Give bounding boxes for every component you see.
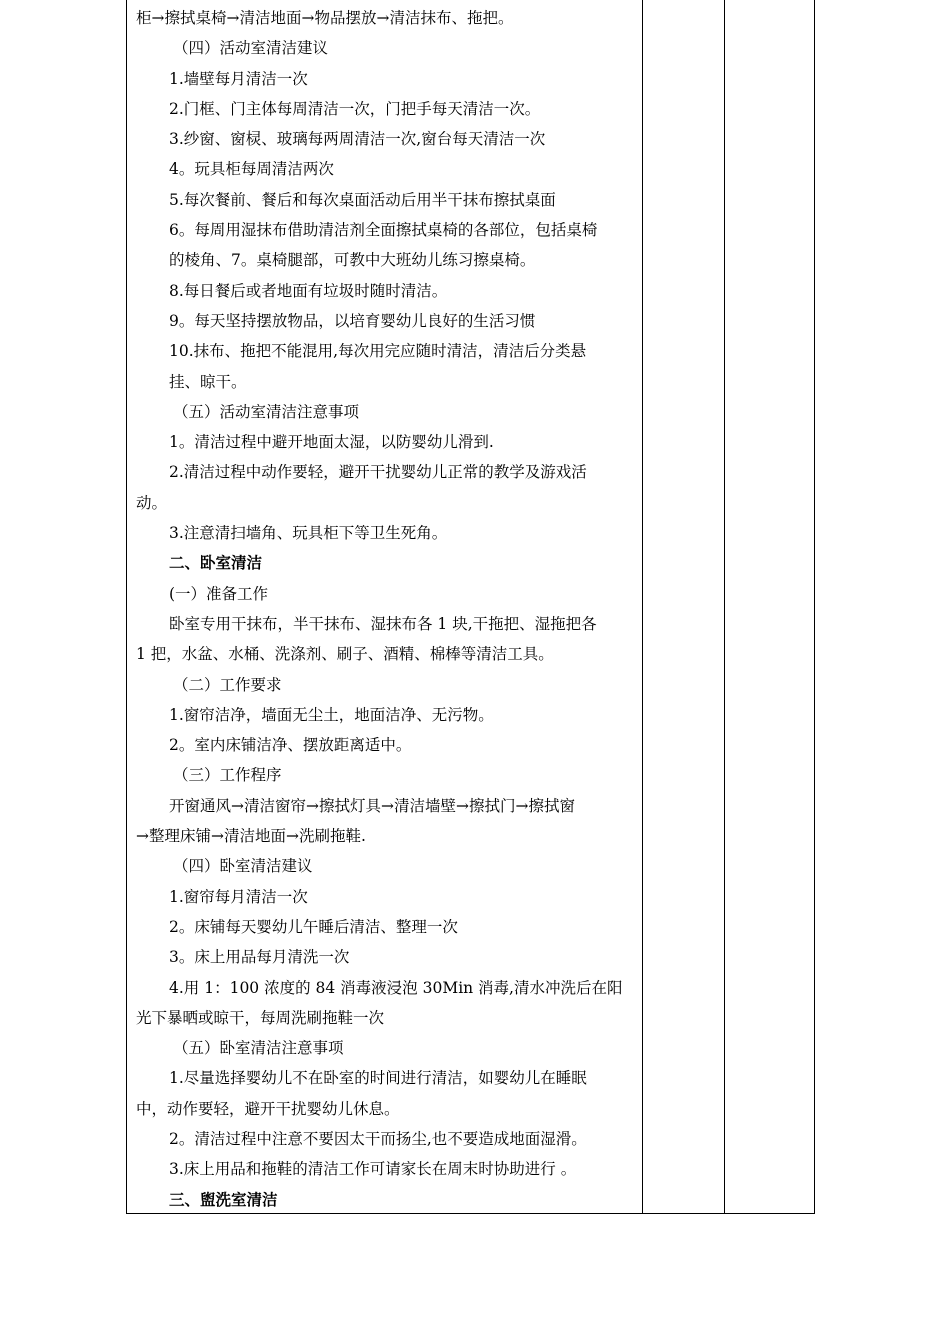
paragraph-line: 8.每日餐后或者地面有垃圾时随时清洁。 [169,281,448,300]
paragraph-line: 2。室内床铺洁净、摆放距离适中。 [169,736,412,755]
paragraph-line: 光下暴晒或晾干，每周洗刷拖鞋一次 [136,1008,385,1027]
paragraph-line: （四）卧室清洁建议 [173,857,313,876]
paragraph-line: 4.用 1：100 浓度的 84 消毒液浸泡 30Min 消毒,清水冲洗后在阳 [169,978,623,997]
paragraph-line: 6。每周用湿抹布借助清洁剂全面擦拭桌椅的各部位，包括桌椅 [169,221,598,240]
paragraph-line: 10.抹布、拖把不能混用,每次用完应随时清洁，清洁后分类悬 [169,342,587,361]
paragraph-line: 3.床上用品和拖鞋的清洁工作可请家长在周末时协助进行 。 [169,1160,577,1179]
paragraph-line: 4。玩具柜每周清洁两次 [169,160,334,179]
paragraph-line: 3。床上用品每月清洗一次 [169,948,350,967]
paragraph-line: （二）工作要求 [173,675,282,694]
paragraph-line: 9。每天坚持摆放物品，以培育婴幼儿良好的生活习惯 [169,311,536,330]
section-heading: 三、盥洗室清洁 [169,1189,278,1209]
paragraph-line: （三）工作程序 [173,766,282,785]
paragraph-line: 柜→擦拭桌椅→清洁地面→物品摆放→清洁抹布、拖把。 [136,9,514,27]
paragraph-line: 1.窗帘每月清洁一次 [169,887,308,906]
paragraph-line: →整理床铺→清洁地面→洗刷拖鞋. [136,827,366,846]
paragraph-line: 1.窗帘洁净，墙面无尘土，地面洁净、无污物。 [169,705,494,724]
paragraph-line: 1.墙壁每月清洁一次 [169,69,308,88]
paragraph-line: 3.纱窗、窗棂、玻璃每两周清洁一次,窗台每天清洁一次 [169,130,546,149]
table-column-divider [642,0,643,1213]
paragraph-line: 2.清洁过程中动作要轻，避开干扰婴幼儿正常的教学及游戏活 [169,463,587,482]
paragraph-line: 中，动作要轻，避开干扰婴幼儿休息。 [136,1099,400,1118]
paragraph-line: 2.门框、门主体每周清洁一次，门把手每天清洁一次。 [169,99,541,118]
paragraph-line: (一）准备工作 [169,584,269,603]
paragraph-line: 1 把，水盆、水桶、洗涤剂、刷子、酒精、棉棒等清洁工具。 [136,645,554,664]
paragraph-line: （五）卧室清洁注意事项 [173,1039,344,1058]
paragraph-line: 2。床铺每天婴幼儿午睡后清洁、整理一次 [169,917,458,936]
paragraph-line: 动。 [136,493,168,512]
paragraph-line: 挂、晾干。 [169,372,247,391]
paragraph-line: （五）活动室清洁注意事项 [173,402,360,421]
paragraph-line: 2。清洁过程中注意不要因太干而扬尘,也不要造成地面湿滑。 [169,1129,587,1148]
section-heading: 二、卧室清洁 [169,553,263,573]
paragraph-line: 卧室专用干抹布，半干抹布、湿抹布各 1 块,干拖把、湿拖把各 [169,614,597,633]
paragraph-line: 的棱角、7。桌椅腿部，可教中大班幼儿练习擦桌椅。 [169,251,536,270]
paragraph-line: （四）活动室清洁建议 [173,39,329,58]
paragraph-line: 5.每次餐前、餐后和每次桌面活动后用半干抹布擦拭桌面 [169,190,556,209]
paragraph-line: 1。清洁过程中避开地面太湿，以防婴幼儿滑到. [169,433,494,452]
paragraph-line: 开窗通风→清洁窗帘→擦拭灯具→清洁墙壁→擦拭门→擦拭窗 [169,796,575,815]
paragraph-line: 1.尽量选择婴幼儿不在卧室的时间进行清洁，如婴幼儿在睡眠 [169,1069,587,1088]
table-cell-content [136,3,634,1215]
table-column-divider [724,0,725,1213]
paragraph-line: 3.注意清扫墙角、玩具柜下等卫生死角。 [169,524,448,543]
